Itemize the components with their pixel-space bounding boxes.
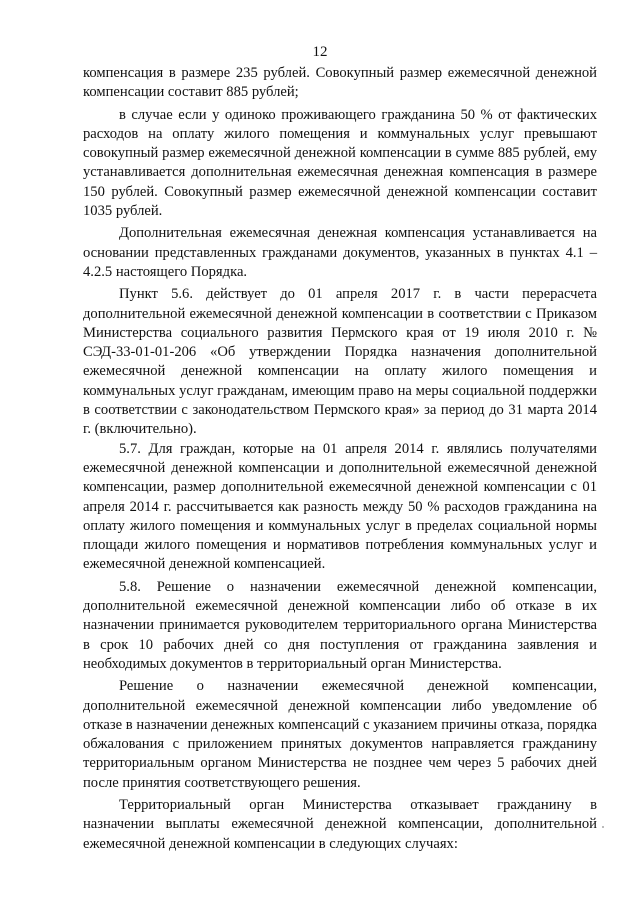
paragraph-5: 5.7. Для граждан, которые на 01 апреля 2014 г. являлись получателями ежемесячной денежной компенсации и дополнительной ежемесячной денежной компенсации, размер дополнительной ежемесячной денежной компенсации с 01 апреля 2014 г. рассчитывается как разность между 50 % расходов гражданина на оплату жилого помещения и коммунальных услуг в пределах социальной нормы площади жилого помещения и нормативов потребления коммунальных услуг и ежемесячной денежной компенсацией. <box>83 440 597 573</box>
page-number: 12 <box>312 44 328 60</box>
paragraph-2: в случае если у одиноко проживающего гражданина 50 % от фактических расходов на оплату жилого помещения и коммунальных услуг превышают совокупный размер ежемесячной денежной компенсации в сумме 885 рублей, ему устанавливается дополнительная ежемесячная денежная компенсация в размере 150 рублей. Совокупный размер ежемесячной денежной компенсации составит 1035 рублей. <box>83 106 597 220</box>
paragraph-1: компенсация в размере 235 рублей. Совокупный размер ежемесячной денежной компенсации составит 885 рублей; <box>83 65 597 101</box>
paragraph-3: Дополнительная ежемесячная денежная компенсация устанавливается на основании представленных гражданами документов, указанных в пунктах 4.1 – 4.2.5 настоящего Порядка. <box>83 225 597 280</box>
scan-speck <box>602 826 604 828</box>
paragraph-4: Пункт 5.6. действует до 01 апреля 2017 г. в части перерасчета дополнительной ежемесячной денежной компенсации в соответствии с Приказом Министерства социального развития Пермского края от 19 июля 2010 г. № СЭД-33-01-01-206 «Об утверждении Порядка назначения дополнительной ежемесячной денежной компенсации на оплату жилого помещения и коммунальных услуг гражданам, имеющим право на меры социальной поддержки в соответствии с законодательством Пермского края» за период до 31 марта 2014 г. (включительно). <box>83 286 597 438</box>
paragraph-8: Территориальный орган Министерства отказывает гражданину в назначении выплаты ежемесячной денежной компенсации, дополнительной ежемесячной денежной компенсации в следующих случаях: <box>83 796 597 852</box>
paragraph-6: 5.8. Решение о назначении ежемесячной денежной компенсации, дополнительной ежемесячной денежной компенсации либо об отказе в их назначении принимается руководителем территориального органа Министерства в срок 10 рабочих дней со дня поступления от гражданина заявления и необходимых документов в территориальный орган Министерства. <box>83 578 597 672</box>
document-body <box>83 64 597 854</box>
paragraph-7: Решение о назначении ежемесячной денежной компенсации, дополнительной ежемесячной денежной компенсации либо уведомление об отказе в назначении денежных компенсаций с указанием причины отказа, порядка обжалования с приложением принятых документов направляется гражданину территориальным органом Министерства не позднее чем через 5 рабочих дней после принятия соответствующего решения. <box>83 678 597 791</box>
